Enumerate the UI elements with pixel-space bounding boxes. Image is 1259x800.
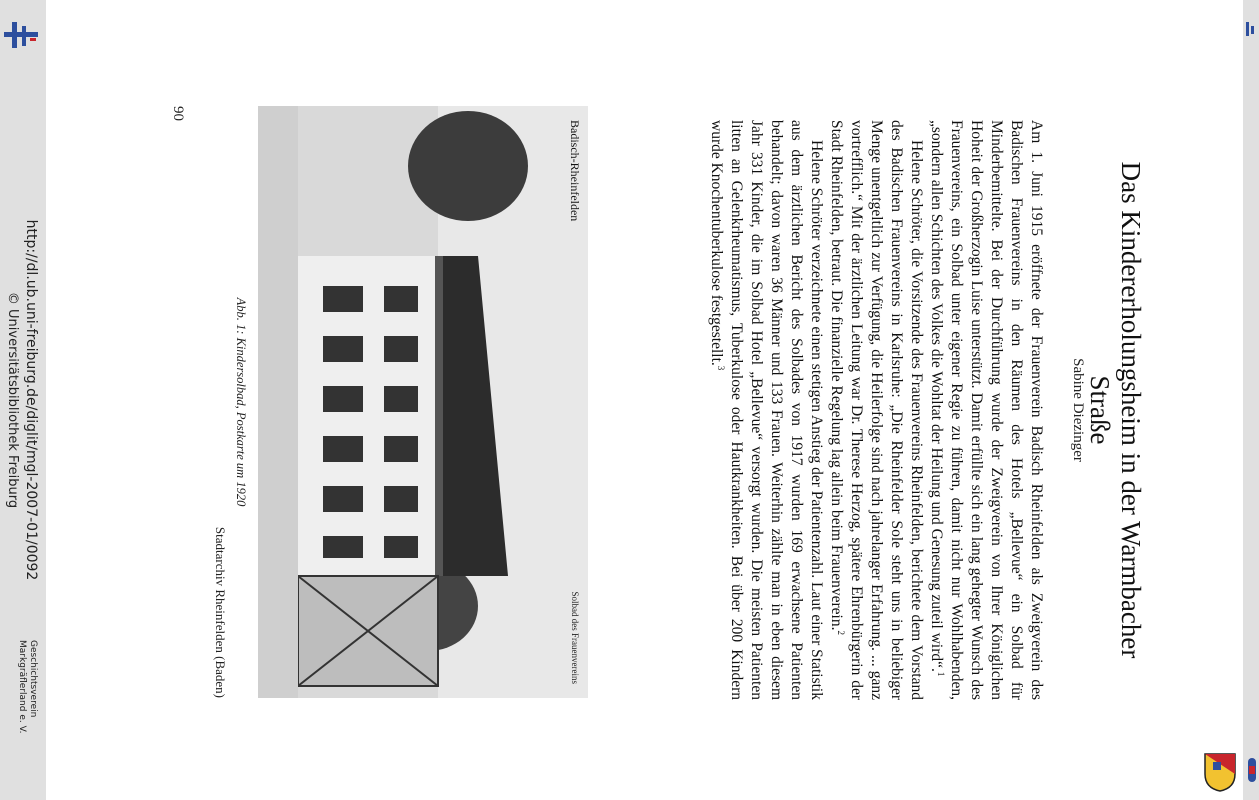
paragraph: Helene Schröter, die Vorsitzende des Frauenvereins Rheinfelden, berichtete dem Vorstand des Badischen Frauenvereins in Karlsruhe: „Die Rheinfelder Sole steht uns in beliebiger Menge unentgeltlich zur Verfügung, die Heilerfolge sind nach jahrelanger Erfahrung. ... ganz vortrefflich.“ Mit der ärztlichen Leitung war Dr. Therese Herzog, spätere Ehrenbürgerin der Stadt Rheinfelden, betraut. Die finanzielle Regelung lag allein beim Frauenverein.$^2$ [828, 120, 925, 700]
footnote-marker: 2 [836, 630, 847, 635]
rotated-page-content [1, 0, 1196, 800]
footnote-marker: 1 [936, 671, 947, 677]
copyright-notice: © Universitätsbibliothek Freiburg [5, 291, 20, 509]
footnote-marker: 3 [716, 365, 727, 371]
paragraph: Am 1. Juni 1915 eröffnete der Frauenverein Badisch Rheinfelden als Zweigverein des Badischen Frauenvereins in den Räumen des Hotels „Bellevue“ ein Solbad für Minderbemittelte. Bei der Durchführung wurde der Zweigverein von Ihrer Königlichen Hoheit der Großherzogin Luise unterstützt. Damit erfüllte sich ein lang gehegter Wunsch des Frauenvereins, ein Solbad unter eigener Regie zu führen, damit nicht nur Wohlhabenden, „sondern allen Schichten des Volkes die Wohltat der Heilung und Genesung zuteil wird“.$^1$ [928, 120, 1045, 700]
publisher-label: Geschichtsverein Markgräflerland e. V. [17, 640, 38, 734]
building-illustration [258, 106, 588, 698]
page-number: 90 [170, 106, 186, 121]
postcard-photo [258, 106, 588, 698]
paragraph: Helene Schröter verzeichnete einen stetigen Anstieg der Patientenzahl. Laut einer Statistik aus dem ärztlichen Bericht des Solbades von 1917 wurden 169 erwachsene Patienten behandelt; davon waren 36 Männer und 133 Frauen. Weiterhin zählte man in eben diesem Jahr 331 Kinder, die im Solbad Hotel „Bellevue“ versorgt wurden. Die meisten Patienten litten an Gelenkrheumatismus, Tuberkulose oder Hautkrankheiten. Bei über 200 Kindern wurde Knochentuberkulose festgestellt.$^3$ [708, 120, 825, 700]
coat-of-arms-icon [1203, 752, 1237, 792]
article-author: Sabine Diezinger [1070, 358, 1086, 462]
figure-caption: Abb. 1: Kindersolbad, Postkarte um 1920 [234, 297, 248, 507]
article-body [706, 120, 1046, 700]
document-url[interactable]: http://dl.ub.uni-freiburg.de/diglit/mgl-2007-01/0092 [23, 219, 39, 581]
viewer-badge-icon [1246, 756, 1258, 784]
postcard-title-label: Solbad des Frauenvereins [570, 591, 580, 684]
viewer-logo-icon [1245, 20, 1255, 38]
postcard-place-label: Badisch-Rheinfelden [568, 120, 582, 222]
article-title: Das Kindererholungsheim in der Warmbacher Straße [1085, 161, 1146, 659]
right-sidebar [1243, 0, 1259, 800]
figure-source: Stadtarchiv Rheinfelden (Baden) [213, 526, 228, 698]
